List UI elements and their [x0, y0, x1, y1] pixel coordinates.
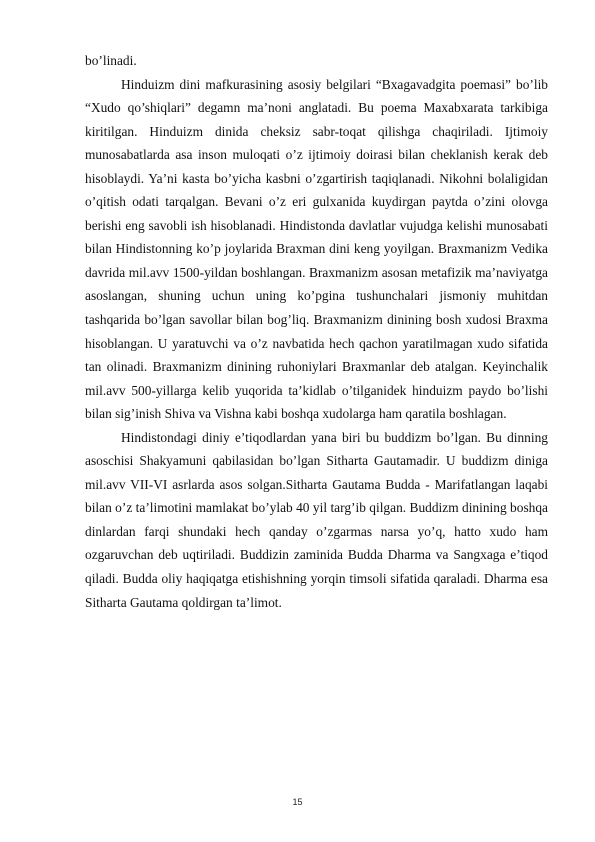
paragraph-buddhism: Hindistondagi diniy e’tiqodlardan yana biri bu buddizm bo’lgan. Bu dinning asoschisi Shakyamuni qabilasidan bo’lgan Sitharta Gautamadir. U buddizm diniga mil.avv VII-VI asrlarda asos solgan.Sitharta Gautama Budda - Marifatlangan laqabi bilan o’z ta’limotini mamlakat bo’ylab 40 yil targ’ib qilgan. Buddizm dinining boshqa dinlardan farqi shundaki hech qanday o’zgarmas narsa yo’q, hatto xudo ham ozgaruvchan deb uqtiriladi. Buddizin zaminida Budda Dharma va Sangxaga e’tiqod qiladi. Budda oliy haqiqatga etishishning yorqin timsoli sifatida qaraladi. Dharma esa Sitharta Gautama qoldirgan ta’limot. [85, 429, 548, 610]
page-number: 15 [292, 797, 303, 807]
body-text [85, 49, 548, 614]
paragraph-continuation: bo’linadi. [85, 53, 137, 68]
paragraph-hinduism: Hinduizm dini mafkurasining asosiy belgilari “Bxagavadgita poemasi” bo’lib “Xudo qo’shiqlari” degamn ma’noni anglatadi. Bu poema Maxabxarata tarkibiga kiritilgan. Hinduizm dinida cheksiz sabr-toqat qilishga chaqiriladi. Ijtimoiy munosabatlarda asa inson muloqati o’z ijtimoiy doirasi bilan cheklanish kerak deb hisoblaydi. Ya’ni kasta bo’yicha kasbni o’zgartirish taqiqlanadi. Nikohni bolaligidan o’qitish odati tarqalgan. Bevani o’z eri gulxanida kuydirgan paytda o’zini olovga berishi eng savobli ish hisoblanadi. Hindistonda davlatlar vujudga kelishi munosabati bilan Hindistonning ko’p joylarida Braxman dini keng yoyilgan. Braxmanizm Vedika davrida mil.avv 1500-yildan boshlangan. Braxmanizm asosan metafizik ma’naviyatga asoslangan, shuning uchun uning ko’pgina tushunchalari jismoniy muhitdan tashqarida bo’lgan savollar bilan bog’liq. Braxmanizm dinining bosh xudosi Braxma hisoblangan. U yaratuvchi va o’z navbatida hech qachon yaratilmagan xudo sifatida tan olinadi. Braxmanizm dinining ruhoniylari Braxmanlar deb atalgan. Keyinchalik mil.avv 500-yillarga kelib yuqorida ta’kidlab o’tilganidek hinduizm paydo bo’lishi bilan sig’inish Shiva va Vishna kabi boshqa xudolarga ham qaratila boshlagan. [85, 76, 548, 422]
